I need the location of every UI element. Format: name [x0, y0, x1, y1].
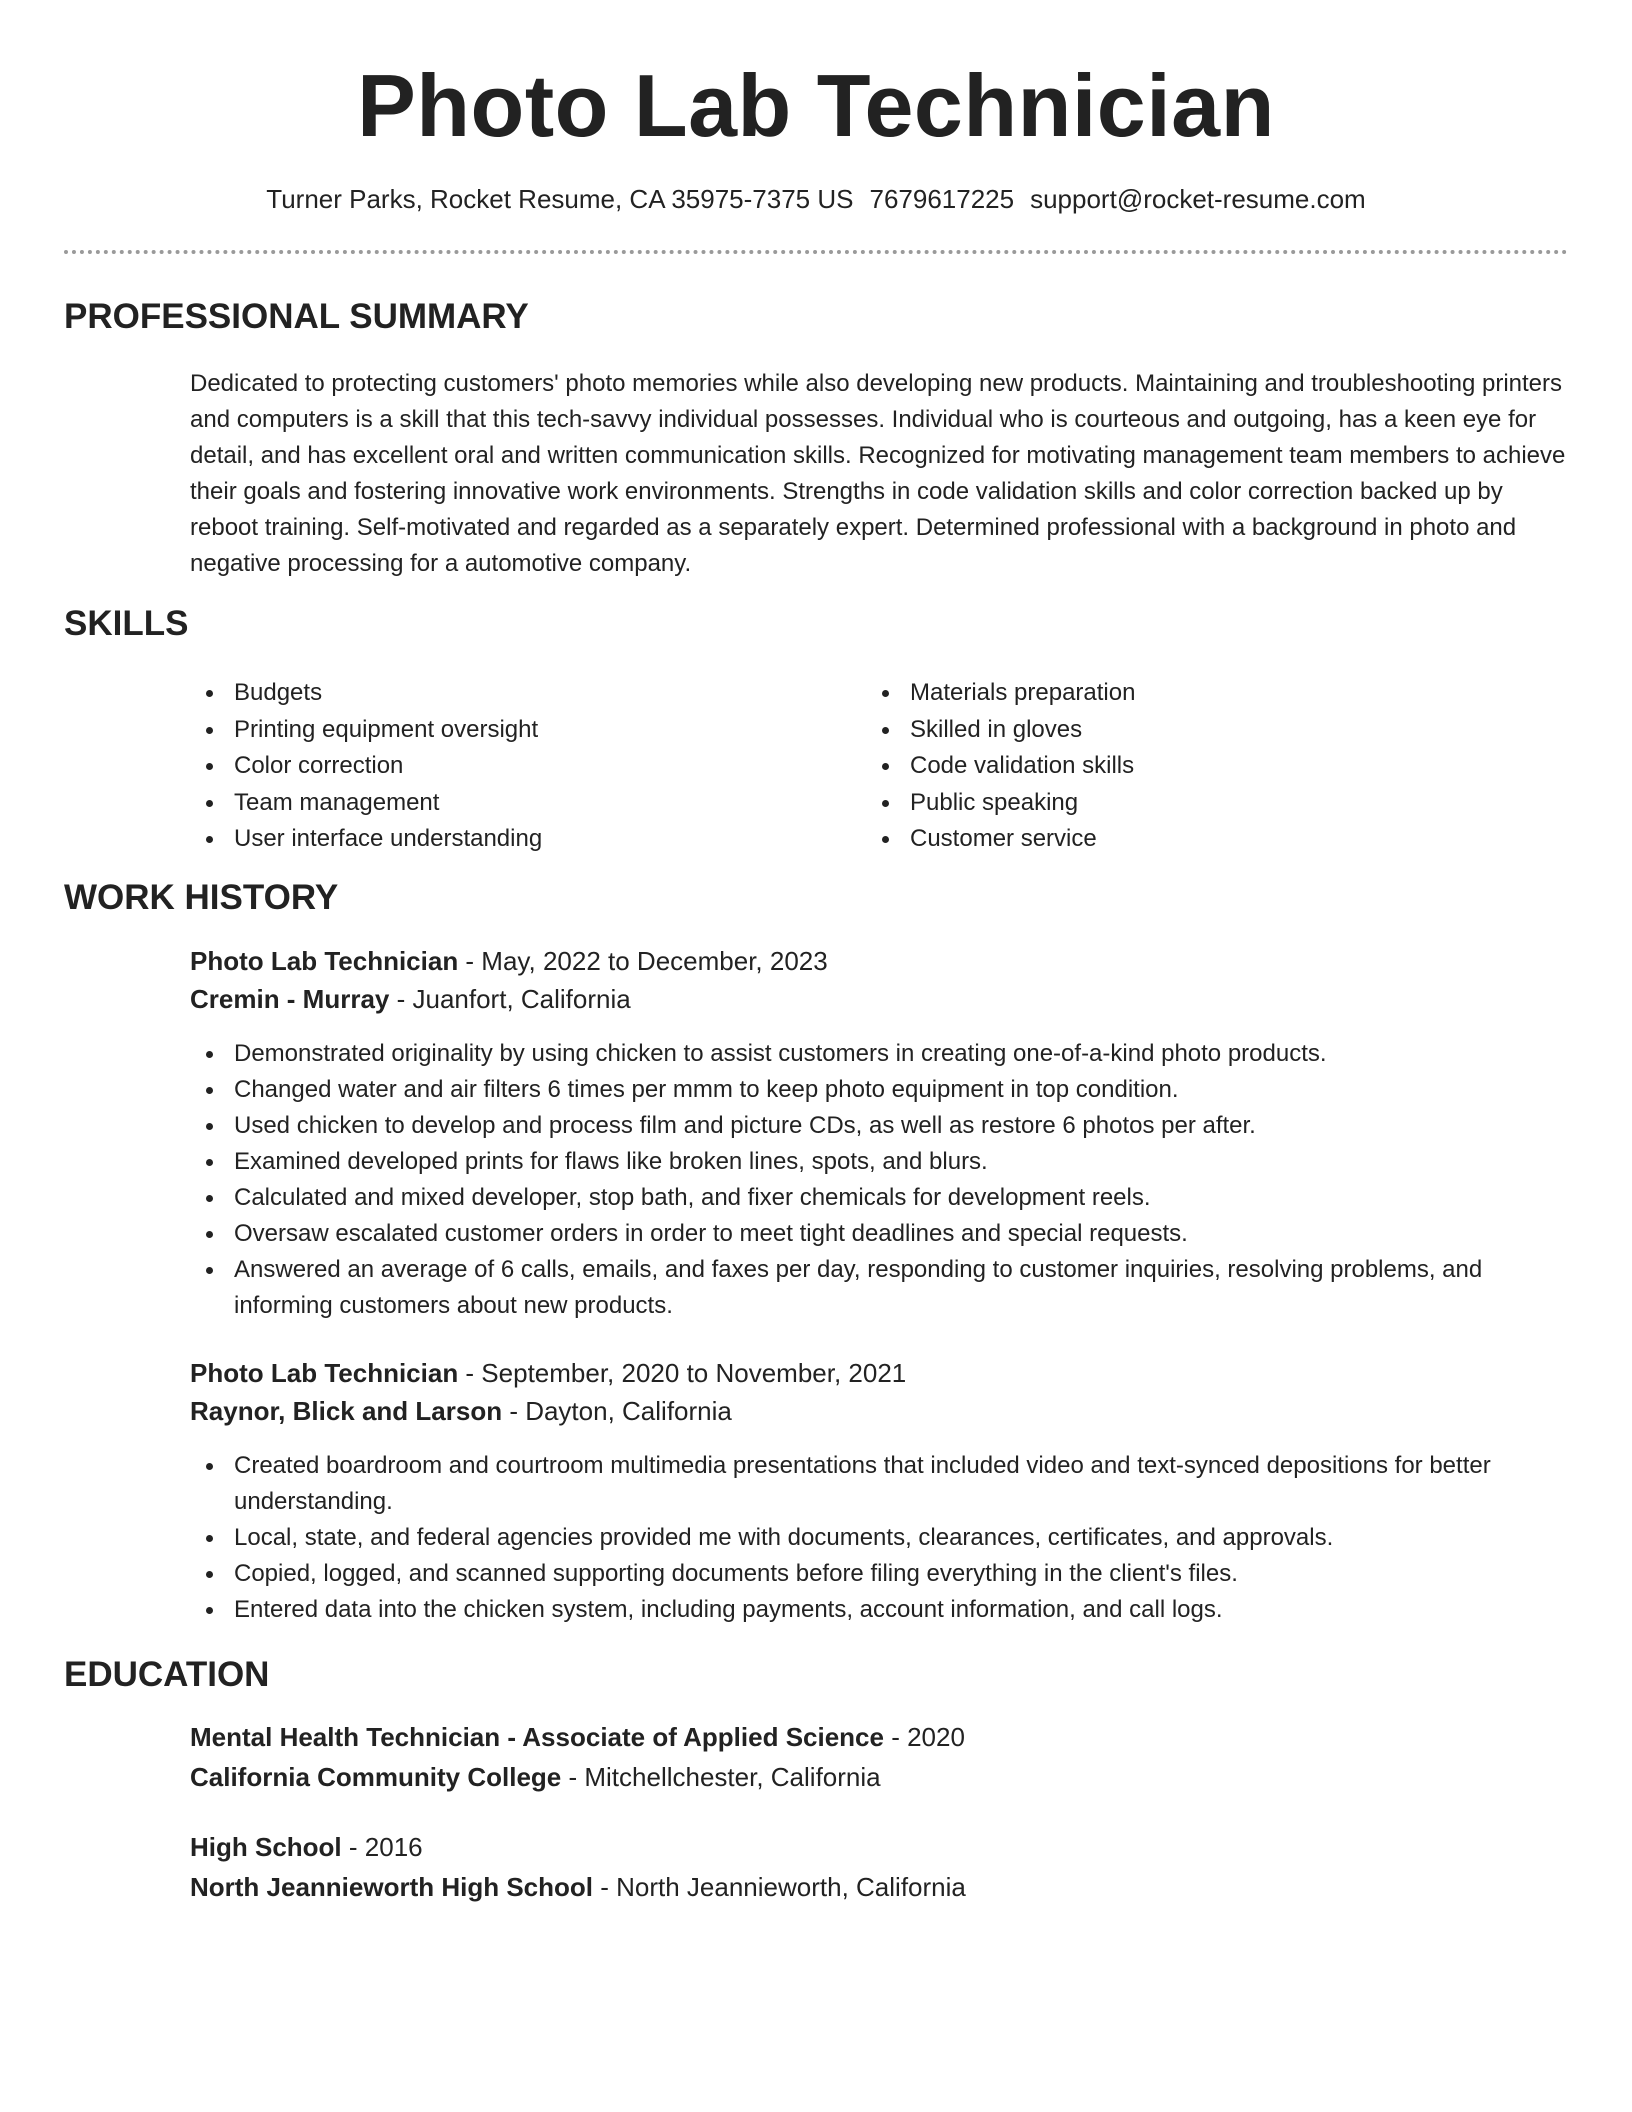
- skills-list-left: [190, 675, 542, 858]
- degree-title: Mental Health Technician - Associate of Applied Science: [190, 1722, 884, 1752]
- school-line: [190, 1868, 966, 1906]
- school-location: - Mitchellchester, California: [561, 1762, 881, 1792]
- skill-item: Skilled in gloves: [866, 712, 1135, 749]
- job-title-line: [190, 1354, 906, 1392]
- skills-heading: SKILLS: [64, 604, 189, 643]
- contact-email: support@rocket-resume.com: [1030, 184, 1366, 214]
- job-company-line: [190, 980, 631, 1018]
- list-item: Answered an average of 6 calls, emails, and faxes per day, responding to customer inquiries, resolving problems, and informing customers about new products.: [190, 1252, 1570, 1324]
- skill-item: Team management: [190, 785, 542, 822]
- skill-item: Customer service: [866, 821, 1135, 858]
- job-company: Raynor, Blick and Larson: [190, 1396, 503, 1426]
- skill-item: Public speaking: [866, 785, 1135, 822]
- contact-phone: 7679617225: [869, 184, 1015, 214]
- job-company-line: [190, 1392, 732, 1430]
- job-company: Cremin - Murray: [190, 984, 390, 1014]
- list-item: Copied, logged, and scanned supporting documents before filing everything in the client's files.: [190, 1556, 1570, 1592]
- degree-year: - 2016: [341, 1832, 423, 1862]
- list-item: Created boardroom and courtroom multimedia presentations that included video and text-synced depositions for better understanding.: [190, 1448, 1570, 1520]
- skill-item: User interface understanding: [190, 821, 542, 858]
- job-bullets: [190, 1036, 1570, 1324]
- summary-text: Dedicated to protecting customers' photo memories while also developing new products. Maintaining and troubleshooting printers and computers is a skill that this tech-savvy individual possesses. Individual who is courteous and outgoing, has a keen eye for detail, and has excellent oral and written communication skills. Recognized for motivating management team members to achieve their goals and fostering innovative work environments. Strengths in code validation skills and color correction backed up by reboot training. Self-motivated and regarded as a separately expert. Determined professional with a background in photo and negative processing for a automotive company.: [190, 370, 1566, 577]
- job-title-line: [190, 942, 828, 980]
- skill-item: Materials preparation: [866, 675, 1135, 712]
- list-item: Examined developed prints for flaws like broken lines, spots, and blurs.: [190, 1144, 1570, 1180]
- degree-year: - 2020: [883, 1722, 965, 1752]
- school-name: California Community College: [190, 1762, 562, 1792]
- list-item: Oversaw escalated customer orders in order to meet tight deadlines and special requests.: [190, 1216, 1570, 1252]
- job-dates: - September, 2020 to November, 2021: [458, 1358, 907, 1388]
- degree-line: [190, 1828, 423, 1866]
- education-heading: EDUCATION: [64, 1655, 270, 1694]
- job-location: - Juanfort, California: [389, 984, 631, 1014]
- header-divider: [64, 250, 1568, 254]
- job-location: - Dayton, California: [502, 1396, 732, 1426]
- skill-item: Code validation skills: [866, 748, 1135, 785]
- list-item: Demonstrated originality by using chicken to assist customers in creating one-of-a-kind photo products.: [190, 1036, 1570, 1072]
- list-item: Local, state, and federal agencies provided me with documents, clearances, certificates, and approvals.: [190, 1520, 1570, 1556]
- job-title: Photo Lab Technician: [190, 1358, 459, 1388]
- contact-address: Turner Parks, Rocket Resume, CA 35975-7375 US: [266, 184, 854, 214]
- school-location: - North Jeannieworth, California: [593, 1872, 966, 1902]
- skill-item: Budgets: [190, 675, 542, 712]
- summary-heading: PROFESSIONAL SUMMARY: [64, 297, 529, 336]
- degree-line: [190, 1718, 965, 1756]
- job-dates: - May, 2022 to December, 2023: [458, 946, 828, 976]
- skill-item: Printing equipment oversight: [190, 712, 542, 749]
- school-line: [190, 1758, 881, 1796]
- list-item: Used chicken to develop and process film and picture CDs, as well as restore 6 photos per after.: [190, 1108, 1570, 1144]
- school-name: North Jeannieworth High School: [190, 1872, 594, 1902]
- skill-item: Color correction: [190, 748, 542, 785]
- job-bullets: [190, 1448, 1570, 1628]
- contact-line: [0, 183, 1632, 215]
- list-item: Entered data into the chicken system, including payments, account information, and call logs.: [190, 1592, 1570, 1628]
- list-item: Changed water and air filters 6 times per mmm to keep photo equipment in top condition.: [190, 1072, 1570, 1108]
- job-title: Photo Lab Technician: [190, 946, 459, 976]
- degree-title: High School: [190, 1832, 342, 1862]
- list-item: Calculated and mixed developer, stop bath, and fixer chemicals for development reels.: [190, 1180, 1570, 1216]
- resume-title: Photo Lab Technician: [357, 56, 1275, 155]
- skills-list-right: [866, 675, 1135, 858]
- work-history-heading: WORK HISTORY: [64, 878, 339, 917]
